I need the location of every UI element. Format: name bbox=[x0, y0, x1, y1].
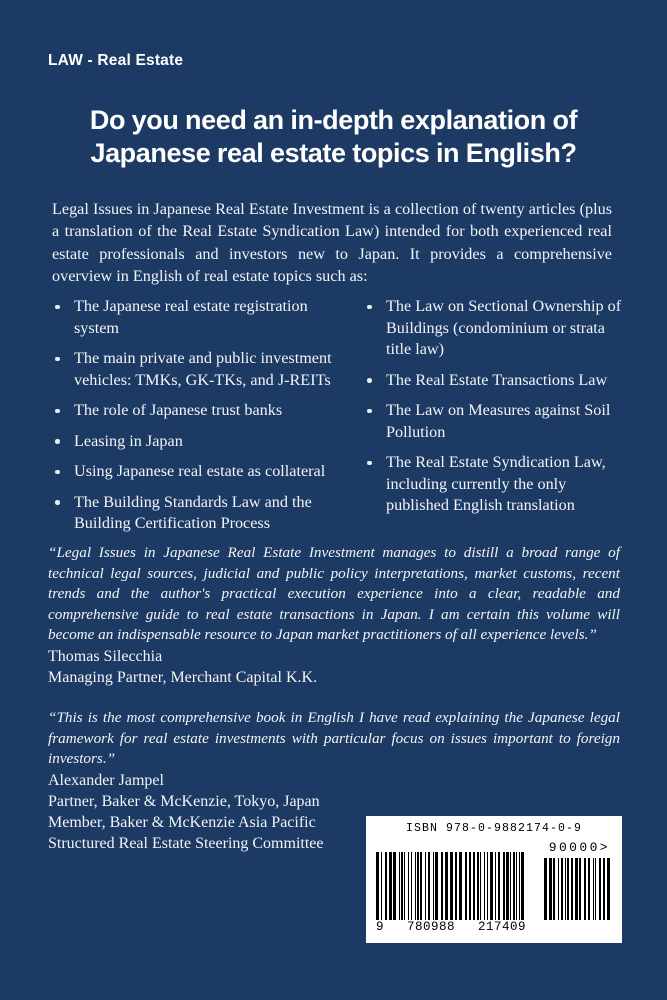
barcode-bars bbox=[376, 852, 612, 920]
ean-lead-digit: 9 bbox=[376, 920, 385, 934]
list-item: The role of Japanese trust banks bbox=[52, 400, 342, 422]
topics-column-left bbox=[52, 296, 342, 544]
list-item: The Law on Sectional Ownership of Buildings (condominium or strata title law) bbox=[364, 296, 622, 361]
barcode-addon-symbol bbox=[544, 858, 610, 920]
list-item: The main private and public investment vehicles: TMKs, GK-TKs, and J-REITs bbox=[52, 348, 342, 391]
topics-list-left bbox=[52, 296, 342, 535]
ean-right-group: 217409 bbox=[477, 920, 526, 934]
barcode-addon-digits: 90000> bbox=[548, 840, 610, 855]
testimonial-author-title: Member, Baker & McKenzie Asia Pacific bbox=[48, 813, 316, 831]
headline-line-2: Japanese real estate topics in English? bbox=[90, 138, 577, 168]
ean-left-group: 780988 bbox=[406, 920, 455, 934]
list-item: The Law on Measures against Soil Pollution bbox=[364, 400, 622, 443]
barcode-main-symbol bbox=[376, 852, 524, 920]
isbn-barcode-panel bbox=[366, 816, 622, 943]
list-item: The Building Standards Law and the Building Certification Process bbox=[52, 492, 342, 535]
topics-bullet-columns bbox=[52, 296, 622, 544]
topics-list-right bbox=[364, 296, 622, 517]
headline-line-1: Do you need an in-depth explanation of bbox=[89, 105, 578, 135]
testimonial-quote: “This is the most comprehensive book in English I have read explaining the Japanese legal framework for real estate investments with particular focus on issues important to foreign investors.” bbox=[48, 709, 620, 768]
list-item: The Real Estate Transactions Law bbox=[364, 370, 622, 392]
isbn-label: ISBN 978-0-9882174-0-9 bbox=[405, 822, 583, 835]
list-item: Leasing in Japan bbox=[52, 431, 342, 453]
testimonial-quote: “Legal Issues in Japanese Real Estate Investment manages to distill a broad range of technical legal sources, judicial and public policy interpretations, market customs, recent trends and the author's practical execution experience into a clear, readable and comprehensive guide to real estate transactions in Japan. I am certain this volume will become an indispensable resource to Japan market practitioners of all experience levels.” bbox=[48, 544, 620, 644]
testimonial-author-title: Partner, Baker & McKenzie, Tokyo, Japan bbox=[48, 792, 320, 810]
barcode-ean-digits bbox=[376, 920, 526, 934]
testimonial-author-name: Alexander Jampel bbox=[48, 771, 164, 789]
intro-paragraph: Legal Issues in Japanese Real Estate Investment is a collection of twenty articles (plus a translation of the Real Estate Syndication Law) intended for both experienced real estate professionals and investors new to Japan. It provides a comprehensive overview in English of real estate topics such as: bbox=[52, 200, 612, 286]
topics-column-right bbox=[364, 296, 622, 544]
testimonial-author-title: Managing Partner, Merchant Capital K.K. bbox=[48, 668, 318, 686]
testimonial-author-title: Structured Real Estate Steering Committee bbox=[48, 834, 324, 852]
list-item: The Japanese real estate registration system bbox=[52, 296, 342, 339]
testimonial-author-name: Thomas Silecchia bbox=[48, 647, 163, 665]
list-item: The Real Estate Syndication Law, including currently the only published English translation bbox=[364, 452, 622, 517]
list-item: Using Japanese real estate as collateral bbox=[52, 461, 342, 483]
page-title bbox=[40, 104, 627, 170]
category-label: LAW - Real Estate bbox=[48, 52, 184, 69]
testimonial-1 bbox=[48, 543, 620, 688]
